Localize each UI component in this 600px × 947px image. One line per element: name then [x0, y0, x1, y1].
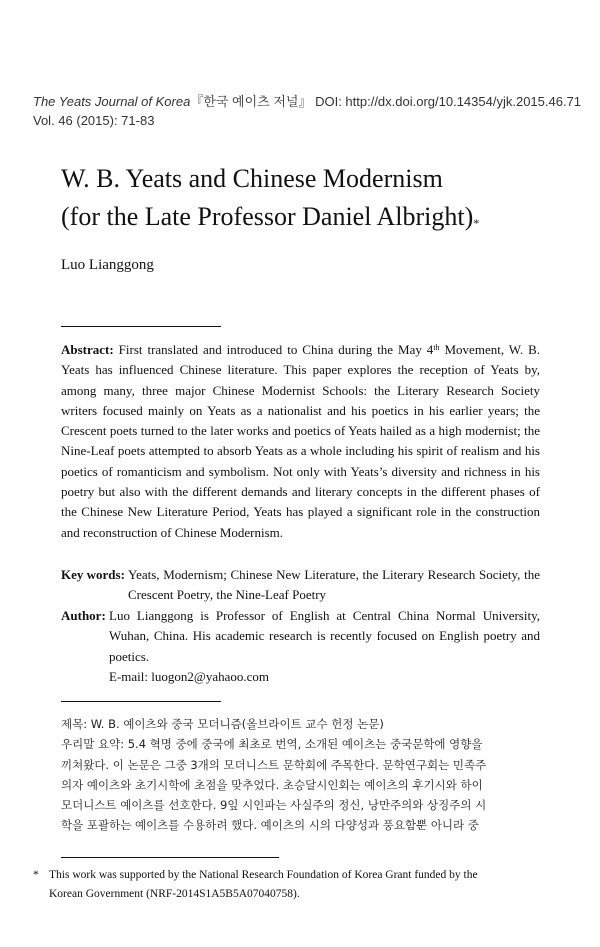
doi-link[interactable]: DOI: http://dx.doi.org/10.14354/yjk.2015.46.71: [315, 94, 582, 109]
journal-header: [33, 92, 582, 130]
title-line-1: W. B. Yeats and Chinese Modernism: [61, 164, 443, 193]
korean-summary-line: 끼쳐왔다. 이 논문은 그중 3개의 모더니스트 문학회에 주목한다. 문학연구회는 민족주: [61, 757, 487, 772]
keywords-label: Key words:: [61, 567, 125, 582]
korean-summary-line: 우리말 요약: 5.4 혁명 중에 중국에 최초로 번역, 소개된 예이츠는 중국문학에 영향을: [61, 737, 483, 752]
korean-title: [61, 714, 551, 734]
footnote-line-2: Korean Government (NRF-2014S1A5B5A07040758).: [49, 888, 300, 900]
footnote-rule: [61, 857, 279, 858]
footnote-text-1: This work was supported by the National Research Foundation of Korea Grant funded by the: [49, 869, 478, 881]
author-info-label: Author:: [61, 608, 106, 623]
korean-title-label: 제목:: [61, 717, 88, 731]
abstract: [61, 340, 540, 543]
footnote: [33, 866, 555, 904]
abstract-text-start: First translated and introduced to China during the May 4: [118, 342, 434, 357]
footnote-line-1: [33, 866, 555, 885]
korean-summary-line: 모더니스트 예이츠를 선호한다. 9잎 시인파는 사실주의 정신, 낭만주의와 상징주의 시: [61, 798, 487, 813]
abstract-text-rest: Movement, W. B. Yeats has influenced Chinese literature. This paper explores the reception of Yeats by, among many, three major Chinese Modernist Schools: the Literary Research Society writers focused mainly on Yeats as a nationalist and his poetics in his earlier years; the Crescent poets turned to the later works and poetics of Yeats hailed as a high modernist; the Nine-Leaf poets attempted to absorb Yeats as a whole including his spirit of realism and his poetics of romanticism and symbolism. Not only with Yeats’s diversity and richness in his poetry but also with the different demands and literary concepts in the different phases of the Chinese New Literature Period, Yeats has played a significant role in the construction and reconstruction of Chinese Modernism.: [61, 342, 540, 540]
author-info-body: [109, 606, 540, 687]
divider-rule: [61, 701, 221, 702]
journal-korean-name: 『한국 예이츠 저널』: [190, 94, 312, 109]
author-info-block: [61, 606, 540, 687]
journal-citation-line: [33, 92, 582, 111]
author-name: Luo Lianggong: [61, 257, 154, 273]
paper-title: [61, 160, 561, 236]
volume-info: Vol. 46 (2015): 71-83: [33, 113, 155, 128]
author-email[interactable]: E-mail: luogon2@yahaoo.com: [109, 668, 269, 684]
journal-name: The Yeats Journal of Korea: [33, 94, 191, 109]
korean-summary-line: 의자 예이츠와 초기시학에 초점을 맞추었다. 초승달시인회는 예이츠의 후기시와 하이: [61, 777, 483, 792]
keywords-text: Yeats, Modernism; Chinese New Literature, the Literary Research Society, the Crescent Poetry, the Nine-Leaf Poetry: [128, 567, 540, 603]
title-footnote-mark[interactable]: *: [473, 216, 480, 230]
footnote-mark: *: [33, 869, 39, 881]
abstract-label: Abstract:: [61, 342, 114, 357]
korean-summary: [61, 714, 551, 836]
korean-summary-line: 학을 포괄하는 예이츠를 수용하려 했다. 예이츠의 시의 다양성과 풍요함뿐 아니라 중: [61, 818, 479, 833]
title-line-2: [61, 198, 561, 236]
author-info-text: Luo Lianggong is Professor of English at Central China Normal University, Wuhan, China. His academic research is recently focused on English poetry and poetics.: [109, 608, 540, 664]
keywords-block: [61, 565, 540, 606]
title-line-2-text: (for the Late Professor Daniel Albright): [61, 202, 474, 231]
korean-title-text: W. B. 예이츠와 중국 모더니즘(올브라이트 교수 헌정 논문): [90, 717, 384, 731]
abstract-superscript: th: [433, 343, 440, 352]
divider-rule: [61, 326, 221, 327]
